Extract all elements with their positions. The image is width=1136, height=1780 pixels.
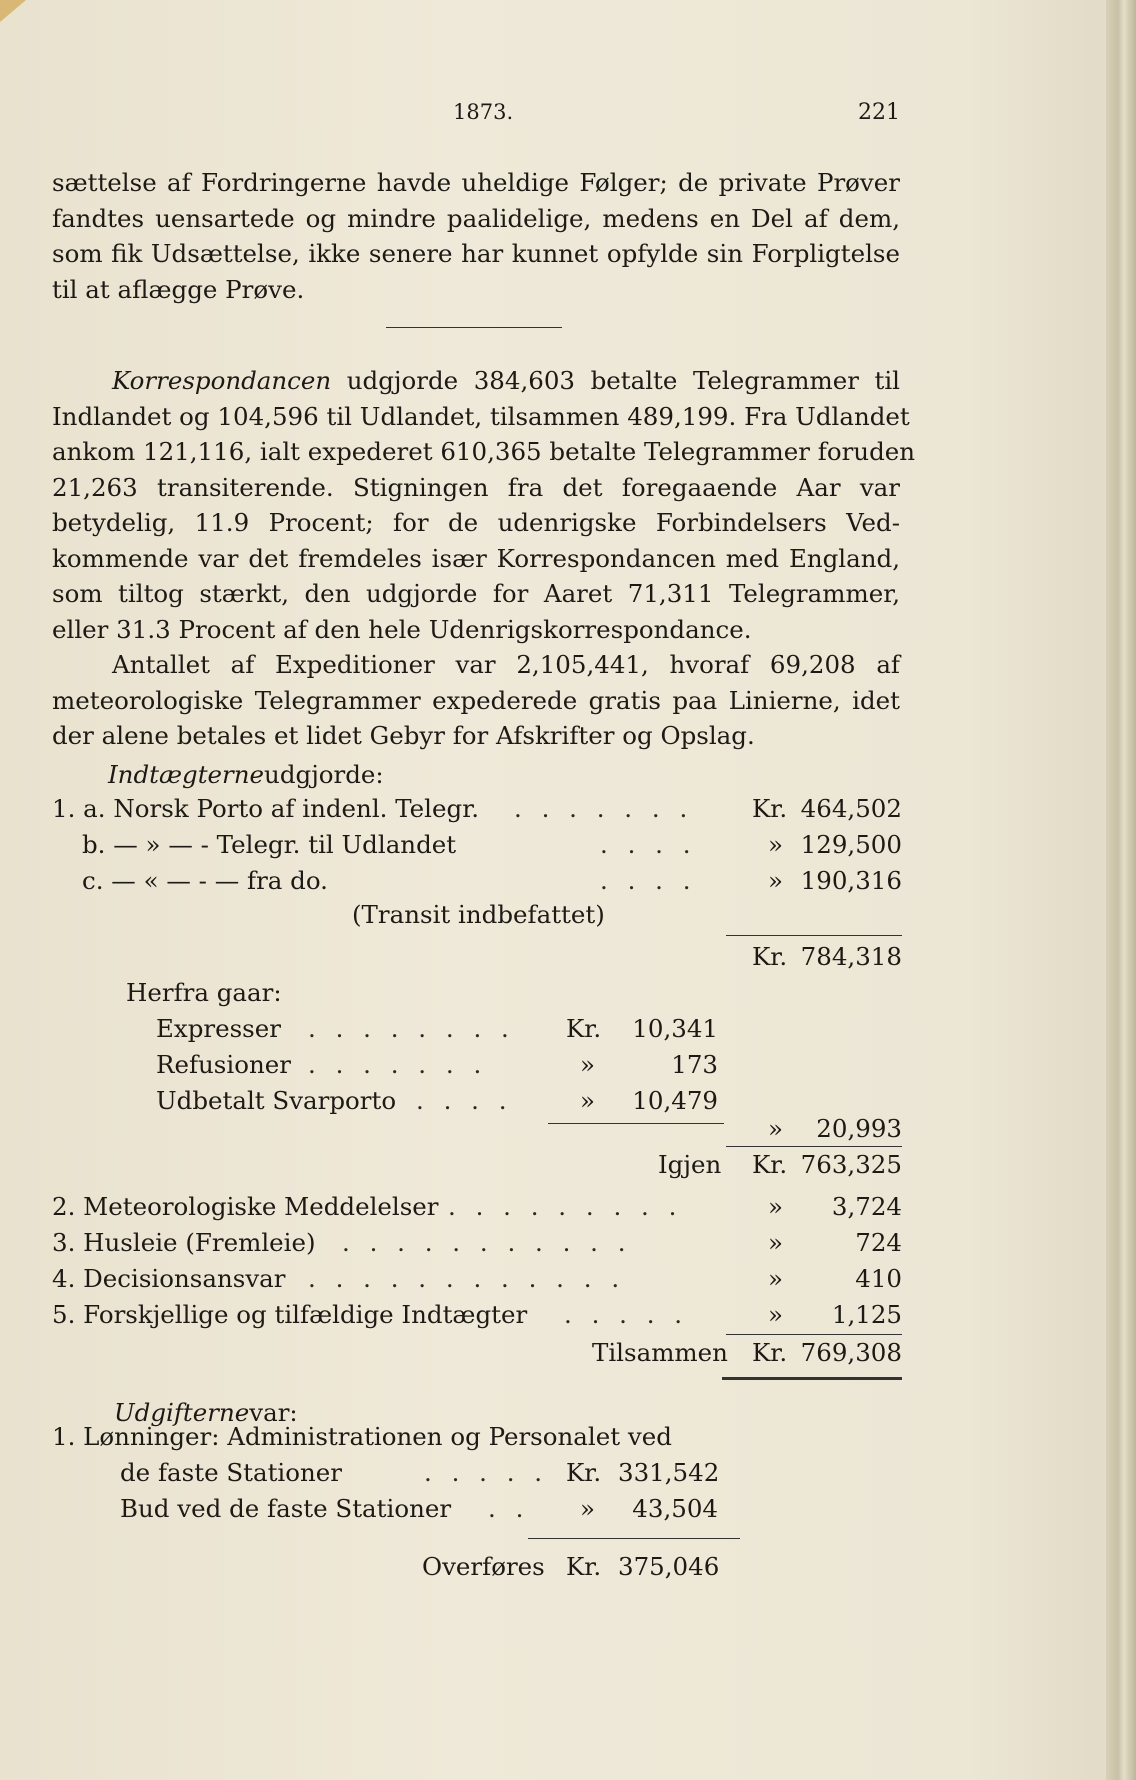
expenses-heading: Udgifterne var: bbox=[114, 1398, 298, 1427]
book-spine-edge bbox=[1106, 0, 1136, 1780]
paragraph-korrespondance bbox=[52, 363, 916, 754]
sum-line bbox=[726, 935, 902, 936]
text-line: betydelig, 11.9 Procent; for de udenrigske Forbindelsers Ved- bbox=[52, 508, 900, 537]
text-line: eller 31.3 Procent af den hele Udenrigskorrespondance. bbox=[52, 614, 752, 644]
income-row: 5. Forskjellige og tilfældige Indtægter . . . . . » 1,125 bbox=[52, 1300, 902, 1329]
page-number: 221 bbox=[858, 100, 900, 125]
expense-row: 1. Lønninger: Administrationen og Personalet ved bbox=[52, 1422, 672, 1451]
text-line: sættelse af Fordringerne havde uheldige Følger; de private Prøver bbox=[52, 168, 900, 197]
deduction-row: Udbetalt Svarporto . . . . » 10,479 bbox=[156, 1086, 718, 1115]
italic-term: Indtægterne bbox=[108, 760, 265, 789]
page-corner-decoration bbox=[0, 0, 26, 22]
section-separator bbox=[386, 327, 562, 328]
paragraph-1 bbox=[52, 165, 900, 307]
text-line: som tiltog stærkt, den udgjorde for Aaret 71,311 Telegrammer, bbox=[52, 579, 900, 608]
text-line: kommende var det fremdeles især Korrespondancen med England, bbox=[52, 543, 900, 573]
text-line: meteorologiske Telegrammer expederede gratis paa Linierne, idet bbox=[52, 685, 900, 715]
text-line: Antallet af Expeditioner var 2,105,441, hvoraf 69,208 af bbox=[112, 650, 900, 679]
sum-line bbox=[726, 1146, 902, 1147]
text-line: der alene betales et lidet Gebyr for Afskrifter og Opslag. bbox=[52, 721, 755, 750]
income-heading: Indtægterne udgjorde: bbox=[108, 760, 384, 789]
text-line: fandtes uensartede og mindre paalidelige, medens en Del af dem, bbox=[52, 203, 900, 233]
text-line: som fik Udsættelse, ikke senere har kunnet opfylde sin Forpligtelse bbox=[52, 239, 900, 268]
expense-row: Bud ved de faste Stationer . . » 43,504 bbox=[120, 1494, 718, 1523]
income-row: 2. Meteorologiske Meddelelser . . . . . . . . . » 3,724 bbox=[52, 1192, 902, 1221]
income-row: 3. Husleie (Fremleie) . . . . . . . . . . . » 724 bbox=[52, 1228, 902, 1257]
sum-line bbox=[726, 1334, 902, 1335]
income-row: 4. Decisionsansvar . . . . . . . . . . . . » 410 bbox=[52, 1264, 902, 1293]
sum-line bbox=[528, 1538, 740, 1539]
remaining-total: Igjen Kr. 763,325 bbox=[658, 1150, 902, 1179]
carried-forward: Overføres Kr. 375,046 bbox=[422, 1552, 720, 1581]
income-note: (Transit indbefattet) bbox=[352, 900, 605, 929]
italic-term: Korrespondancen bbox=[112, 366, 332, 395]
double-rule bbox=[722, 1377, 902, 1380]
text-line: til at aflægge Prøve. bbox=[52, 274, 305, 304]
income-row: 1. a. Norsk Porto af indenl. Telegr. . . . . . . . Kr. 464,502 bbox=[52, 794, 902, 823]
text-line: Korrespondancen udgjorde 384,603 betalte Telegrammer til bbox=[112, 366, 900, 395]
text-line: ankom 121,116, ialt expederet 610,365 betalte Telegrammer foruden bbox=[52, 437, 916, 466]
text-line: Indlandet og 104,596 til Udlandet, tilsammen 489,199. Fra Udlandet bbox=[52, 401, 910, 431]
deduction-row: Refusioner . . . . . . . » 173 bbox=[156, 1050, 718, 1079]
deduction-row: Expresser . . . . . . . . Kr. 10,341 bbox=[156, 1014, 718, 1043]
deduction-total: » 20,993 bbox=[768, 1114, 902, 1143]
income-row: c. — « — - — fra do. . . . . » 190,316 bbox=[82, 866, 902, 895]
italic-term: Udgifterne bbox=[114, 1398, 250, 1427]
expense-row: de faste Stationer . . . . . Kr. 331,542 bbox=[120, 1458, 720, 1487]
header-year: 1873. bbox=[453, 100, 514, 124]
income-subtotal: Kr. 784,318 bbox=[752, 942, 902, 971]
deduction-heading: Herfra gaar: bbox=[126, 978, 282, 1007]
text-line: 21,263 transiterende. Stigningen fra det foregaaende Aar var bbox=[52, 472, 900, 502]
grand-total: Tilsammen Kr. 769,308 bbox=[592, 1338, 902, 1367]
page-header bbox=[0, 100, 1136, 132]
income-row: b. — » — - Telegr. til Udlandet . . . . » 129,500 bbox=[82, 830, 902, 859]
